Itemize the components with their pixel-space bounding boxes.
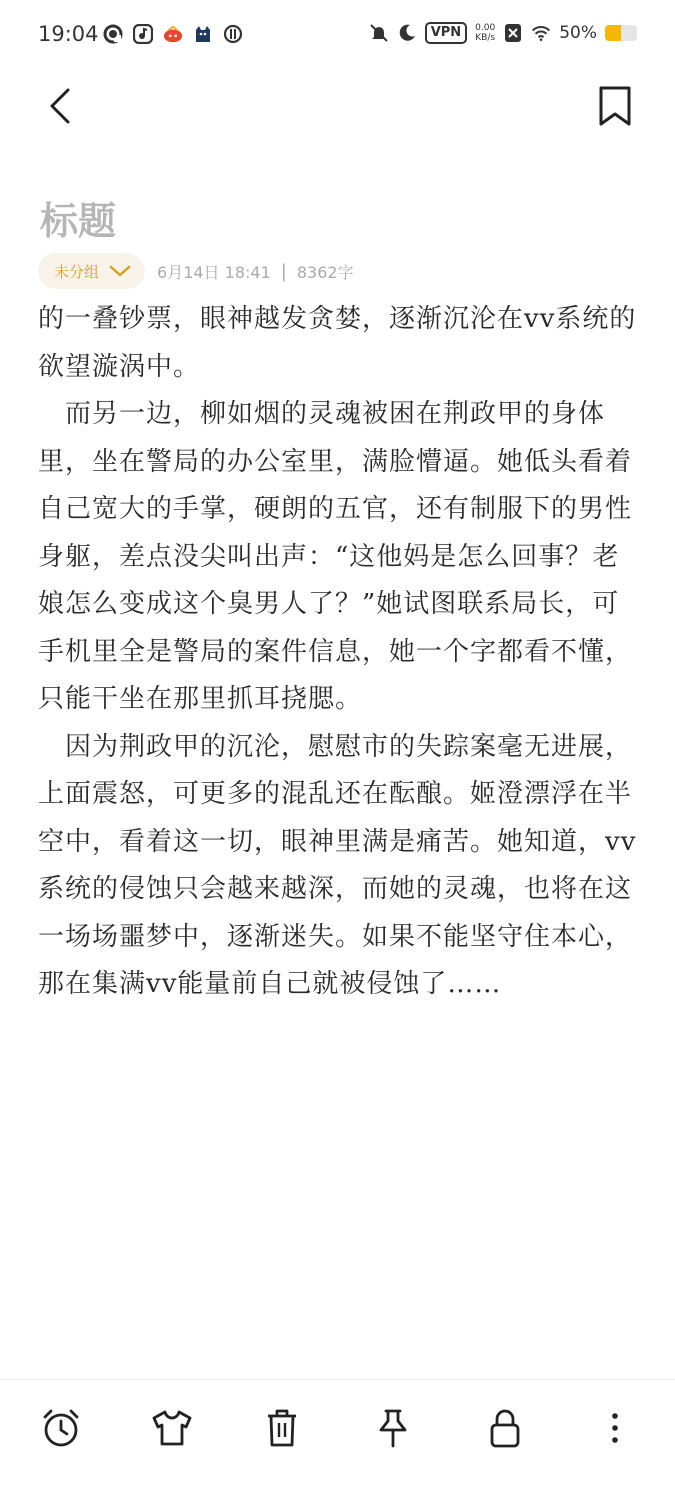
wifi-icon — [531, 23, 551, 43]
paragraph: 因为荆政甲的沉沦，慰慰市的失踪案毫无进展，上面震怒，可更多的混乱还在酝酿。姬澄漂浮在半空中，看着这一切，眼神里满是痛苦。她知道，vv系统的侵蚀只会越来越深，而她的灵魂，也将在这一场场噩梦中，逐渐迷失。如果不能坚守住本心，那在集满vv能量前自己就被侵蚀了…… — [38, 731, 637, 999]
theme-button[interactable] — [148, 1404, 196, 1452]
battery-icon — [605, 25, 637, 41]
status-left-icons — [103, 24, 243, 44]
gift-app-icon — [163, 24, 183, 44]
bookmark-button[interactable] — [593, 84, 637, 128]
moon-icon — [397, 23, 417, 43]
cat-app-icon — [193, 24, 213, 44]
battery-fill — [605, 25, 621, 41]
note-meta — [38, 253, 354, 289]
alarm-clock-icon — [39, 1406, 83, 1450]
vpn-badge: VPN — [425, 22, 467, 44]
note-body[interactable] — [38, 296, 640, 1009]
note-date: 6月14日 18:41 — [157, 262, 271, 282]
word-count: 8362字 — [296, 262, 354, 282]
battery-percent: 50% — [559, 23, 597, 43]
x-app-icon — [503, 23, 523, 43]
meta-divider: | — [280, 260, 287, 282]
pin-button[interactable] — [369, 1404, 417, 1452]
net-speed — [475, 23, 495, 43]
bookmark-icon — [593, 84, 637, 128]
status-bar — [0, 0, 675, 72]
note-title[interactable]: 标题 — [40, 199, 117, 243]
lock-button[interactable] — [481, 1404, 529, 1452]
paragraph: 的一叠钞票，眼神越发贪婪，逐渐沉沦在vv系统的欲望漩涡中。 — [38, 304, 637, 382]
status-time: 19:04 — [38, 22, 99, 46]
q-app-icon — [103, 24, 123, 44]
group-label: 未分组 — [54, 262, 100, 281]
sync-icon — [223, 24, 243, 44]
bottom-toolbar — [0, 1379, 675, 1500]
status-right-icons — [369, 22, 637, 44]
more-button[interactable] — [591, 1404, 639, 1452]
paragraph: 而另一边，柳如烟的灵魂被困在荆政甲的身体里，坐在警局的办公室里，满脸懵逼。她低头看着自己宽大的手掌，硬朗的五官，还有制服下的男性身躯，差点没尖叫出声：“这他妈是怎么回事？老娘怎么变成这个臭男人了？”她试图联系局长，可手机里全是警局的案件信息，她一个字都看不懂，只能干坐在那里抓耳挠腮。 — [38, 399, 633, 714]
mute-icon — [369, 23, 389, 43]
lock-icon — [483, 1406, 527, 1450]
chevron-down-icon — [109, 264, 131, 278]
reminder-button[interactable] — [37, 1404, 85, 1452]
shirt-icon — [150, 1406, 194, 1450]
group-selector[interactable] — [38, 253, 145, 289]
more-icon — [593, 1406, 637, 1450]
net-speed-value: 0.00 — [475, 23, 496, 33]
trash-icon — [260, 1406, 304, 1450]
pin-icon — [371, 1406, 415, 1450]
delete-button[interactable] — [258, 1404, 306, 1452]
back-button[interactable] — [40, 84, 84, 128]
music-app-icon — [133, 24, 153, 44]
back-arrow-icon — [40, 84, 84, 128]
net-speed-unit: KB/s — [475, 33, 496, 43]
